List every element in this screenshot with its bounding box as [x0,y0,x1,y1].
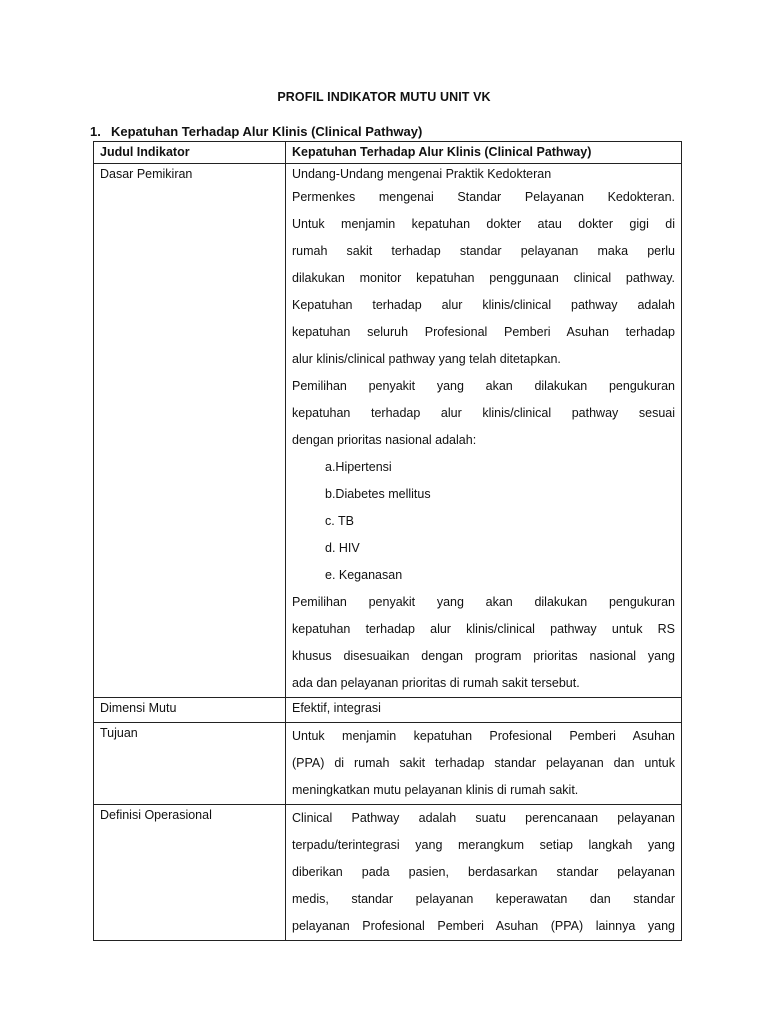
dasar-line: Pemilihan penyakit yang akan dilakukan pengukuran [292,595,675,609]
dasar-line: kepatuhan terhadap alur klinis/clinical pathway sesuai [292,406,675,420]
dasar-line: Permenkes mengenai Standar Pelayanan Kedokteran. [292,190,675,204]
table-row-dimensi [94,698,682,723]
tujuan-content [286,723,682,805]
dasar-line: rumah sakit terhadap standar pelayanan maka perlu [292,244,675,258]
section-heading [90,124,422,139]
disease-list-item: e. Keganasan [325,568,403,582]
definisi-line: pelayanan Profesional Pemberi Asuhan (PPA) lainnya yang [292,919,675,933]
definisi-line: terpadu/terintegrasi yang merangkum setiap langkah yang [292,838,675,852]
tujuan-line: meningkatkan mutu pelayanan klinis di rumah sakit. [292,783,579,797]
disease-list-item: b.Diabetes mellitus [325,487,431,501]
tujuan-line: (PPA) di rumah sakit terhadap standar pelayanan dan untuk [292,756,675,770]
dasar-line: Kepatuhan terhadap alur klinis/clinical pathway adalah [292,298,675,312]
dasar-line: Untuk menjamin kepatuhan dokter atau dokter gigi di [292,217,675,231]
dasar-line: kepatuhan terhadap alur klinis/clinical pathway untuk RS [292,622,675,636]
dasar-line: Pemilihan penyakit yang akan dilakukan pengukuran [292,379,675,393]
dasar-content [286,164,682,698]
definisi-line: Clinical Pathway adalah suatu perencanaan pelayanan [292,811,675,825]
dasar-label: Dasar Pemikiran [94,164,286,698]
table-row-dasar [94,164,682,698]
section-title: Kepatuhan Terhadap Alur Klinis (Clinical Pathway) [111,124,423,139]
disease-list-item: c. TB [325,514,354,528]
indicator-profile-table [93,141,682,941]
section-number: 1. [90,124,101,139]
dasar-line: kepatuhan seluruh Profesional Pemberi Asuhan terhadap [292,325,675,339]
dimensi-value: Efektif, integrasi [286,698,682,723]
judul-label: Judul Indikator [94,142,286,164]
judul-value: Kepatuhan Terhadap Alur Klinis (Clinical Pathway) [286,142,682,164]
disease-list-item: d. HIV [325,541,360,555]
definisi-line: diberikan pada pasien, berdasarkan standar pelayanan [292,865,675,879]
dasar-line: alur klinis/clinical pathway yang telah ditetapkan. [292,352,561,366]
dasar-line: dilakukan monitor kepatuhan penggunaan clinical pathway. [292,271,675,285]
dimensi-label: Dimensi Mutu [94,698,286,723]
table-row-definisi [94,805,682,941]
definisi-content [286,805,682,941]
tujuan-line: Untuk menjamin kepatuhan Profesional Pemberi Asuhan [292,729,675,743]
dasar-line: khusus disesuaikan dengan program prioritas nasional yang [292,649,675,663]
dasar-line: ada dan pelayanan prioritas di rumah sakit tersebut. [292,676,580,690]
dasar-line: dengan prioritas nasional adalah: [292,433,477,447]
disease-list-item: a.Hipertensi [325,460,392,474]
document-title: PROFIL INDIKATOR MUTU UNIT VK [277,90,491,104]
dasar-line: Undang-Undang mengenai Praktik Kedokteran [292,167,552,181]
table-row-judul [94,142,682,164]
definisi-line: medis, standar pelayanan keperawatan dan standar [292,892,675,906]
tujuan-label: Tujuan [94,723,286,805]
table-row-tujuan [94,723,682,805]
definisi-label: Definisi Operasional [94,805,286,941]
